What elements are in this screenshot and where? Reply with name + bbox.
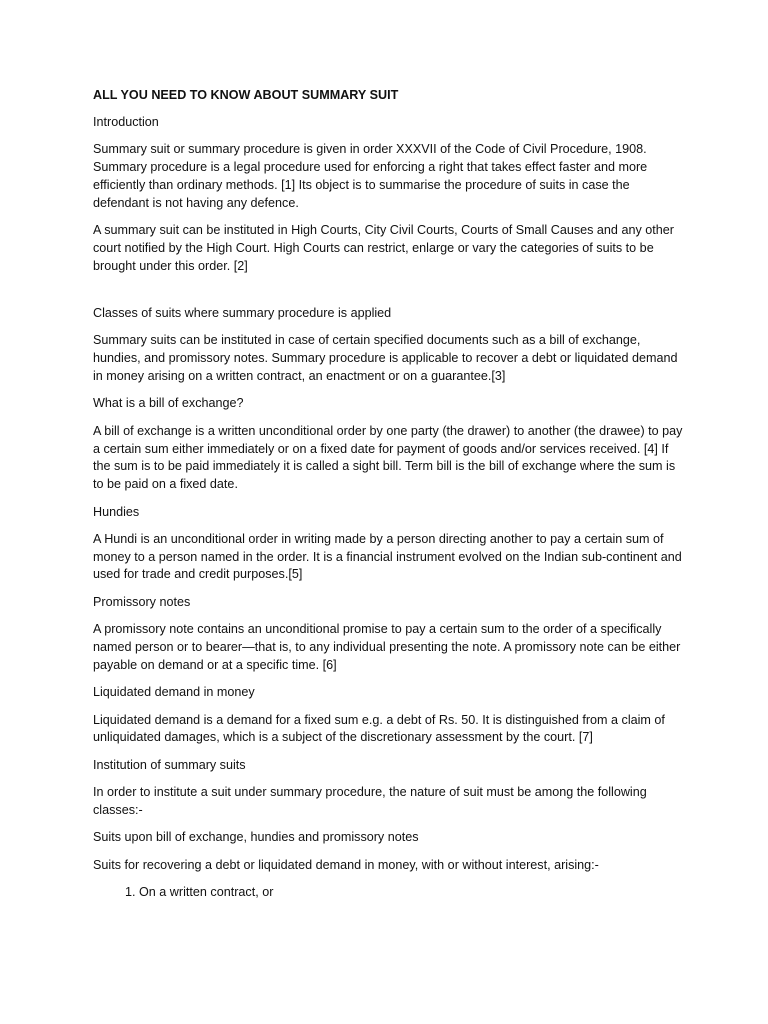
heading-bill-of-exchange: What is a bill of exchange? (93, 396, 244, 411)
paragraph-institution-2: Suits upon bill of exchange, hundies and promissory notes (93, 830, 419, 845)
paragraph-promissory-1: A promissory note contains an unconditional promise to pay a certain sum to the order of a specifically named person or to bearer—that is, to any individual presenting the note. A promissory note can be either payable on demand or at a specific time. [6] (93, 622, 681, 672)
heading-promissory-notes: Promissory notes (93, 594, 191, 609)
paragraph-institution-3: Suits for recovering a debt or liquidated demand in money, with or without interest, arising:- (93, 857, 599, 872)
heading-institution-of-summary-suits: Institution of summary suits (93, 757, 246, 772)
numbered-list (93, 884, 683, 902)
paragraph-classes-1: Summary suits can be instituted in case of certain specified documents such as a bill of exchange, hundies, and promissory notes. Summary procedure is applicable to recover a debt or liquidated demand in money arising on a written contract, an enactment or on a guarantee.[3] (93, 333, 678, 383)
paragraph-bill-1: A bill of exchange is a written unconditional order by one party (the drawer) to another (the drawee) to pay a certain sum either immediately or on a fixed date for payment of goods and/or services received. [4] If the sum is to be paid immediately it is called a sight bill. Term bill is the bill of exchange where the sum is to be paid on a fixed date. (93, 423, 683, 492)
document-body (93, 87, 683, 902)
blank-line (93, 285, 683, 305)
heading-classes-of-suits: Classes of suits where summary procedure is applied (93, 305, 392, 320)
paragraph-intro-2: A summary suit can be instituted in High Courts, City Civil Courts, Courts of Small Causes and any other court notified by the High Court. High Courts can restrict, enlarge or vary the categories of suits to be brought under this order. [2] (93, 222, 674, 273)
heading-introduction: Introduction (93, 114, 159, 129)
list-item: 1. On a written contract, or (139, 884, 683, 902)
heading-liquidated-demand: Liquidated demand in money (93, 685, 255, 700)
paragraph-hundies-1: A Hundi is an unconditional order in writing made by a person directing another to pay a certain sum of money to a person named in the order. It is a financial instrument evolved on the Indian sub-continent and used for trade and credit purposes.[5] (93, 531, 682, 582)
paragraph-intro-1: Summary suit or summary procedure is given in order XXXVII of the Code of Civil Procedure, 1908. Summary procedure is a legal procedure used for enforcing a right that takes effect faster and more efficiently than ordinary methods. [1] Its object is to summarise the procedure of suits in case the defendant is not having any defence. (93, 142, 648, 210)
document-title: ALL YOU NEED TO KNOW ABOUT SUMMARY SUIT (93, 88, 399, 102)
paragraph-institution-1: In order to institute a suit under summary procedure, the nature of suit must be among the following classes:- (93, 785, 647, 818)
paragraph-liquidated-1: Liquidated demand is a demand for a fixed sum e.g. a debt of Rs. 50. It is distinguished from a claim of unliquidated damages, which is a subject of the discretionary assessment by the court. [7] (93, 712, 665, 745)
heading-hundies: Hundies (93, 504, 140, 519)
